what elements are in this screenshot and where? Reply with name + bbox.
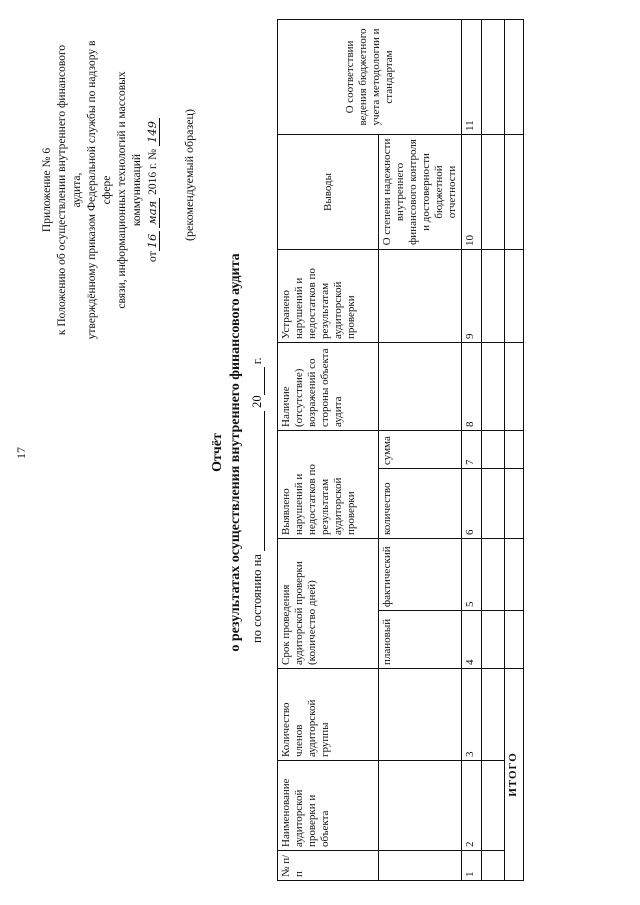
- handwritten-month: мая: [145, 198, 160, 228]
- col-num-9: 9: [462, 249, 482, 342]
- col-num-4: 4: [462, 611, 482, 669]
- header-objections-cont: [379, 342, 462, 430]
- header-violations: Выявлено нарушений и недостатков по результатам аудиторской проверки: [278, 430, 379, 538]
- header-name-cont: [379, 761, 462, 851]
- header-eliminated-cont: [379, 249, 462, 342]
- table-row: [482, 19, 505, 880]
- header-violations-sum: сумма: [379, 430, 462, 468]
- handwritten-order-number: 149: [145, 118, 160, 146]
- appendix-line-2: утверждённому приказом Федеральной службы по надзору в сфере: [86, 40, 113, 340]
- col-num-10: 10: [462, 134, 482, 249]
- col-num-1: 1: [462, 851, 482, 881]
- date-blank: [251, 411, 265, 551]
- recommended-sample-note: (рекомендуемый образец): [182, 109, 196, 241]
- header-term: Срок проведения аудиторской проверки (количество дней): [278, 539, 379, 669]
- col-num-11: 11: [462, 19, 482, 134]
- header-members: Количество членов аудиторской группы: [278, 669, 379, 761]
- col-num-2: 2: [462, 761, 482, 851]
- year-prefix: 20: [250, 395, 264, 408]
- col-num-6: 6: [462, 469, 482, 539]
- header-term-actual: фактический: [379, 539, 462, 611]
- report-title: Отчёт: [210, 433, 225, 472]
- year-blank: [251, 367, 265, 395]
- handwritten-day: 16: [145, 231, 160, 252]
- header-num: № п/п: [278, 851, 379, 881]
- header-members-cont: [379, 669, 462, 761]
- total-label: ИТОГО: [505, 669, 524, 881]
- header-term-planned: плановый: [379, 611, 462, 669]
- header-conclusions: Выводы: [278, 134, 379, 249]
- appendix-line-1: к Положению об осуществлении внутреннего финансового аудита,: [56, 44, 83, 336]
- header-name: Наименование аудиторской проверки и объекта: [278, 761, 379, 851]
- date-year: 2016 г. №: [147, 148, 159, 195]
- column-number-row: [462, 19, 482, 880]
- appendix-header: [40, 35, 161, 345]
- header-eliminated: Устранено нарушений и недостатков по результатам аудиторской проверки: [278, 249, 379, 342]
- as-of-label: по состоянию на: [250, 554, 264, 643]
- header-conclusions-reliability: О степени надежности внутреннего финансового контроля и достоверности бюджетной отчетности: [379, 134, 462, 249]
- report-subtitle: о результатах осуществления внутреннего финансового аудита: [228, 253, 243, 652]
- col-num-8: 8: [462, 342, 482, 430]
- appendix-title: Приложение № 6: [41, 147, 53, 233]
- as-of-date-line: [250, 243, 265, 643]
- report-table: [277, 19, 524, 881]
- col-num-3: 3: [462, 669, 482, 761]
- page-number: 17: [14, 447, 28, 459]
- header-num-cont: [379, 851, 462, 881]
- appendix-date-line: [145, 35, 161, 345]
- total-row: [505, 19, 524, 880]
- header-conclusions-compliance: О соответствии ведения бюджетного учета методологии и стандартам: [278, 19, 462, 134]
- col-num-5: 5: [462, 539, 482, 611]
- appendix-line-3: связи, информационных технологий и массовых коммуникаций: [116, 71, 143, 309]
- date-prefix: от: [147, 251, 159, 262]
- header-objections: Наличие (отсутствие) возражений со стороны объекта аудита: [278, 342, 379, 430]
- table-header-row: [278, 19, 379, 880]
- header-violations-count: количество: [379, 469, 462, 539]
- col-num-7: 7: [462, 430, 482, 468]
- year-suffix: г.: [250, 357, 264, 365]
